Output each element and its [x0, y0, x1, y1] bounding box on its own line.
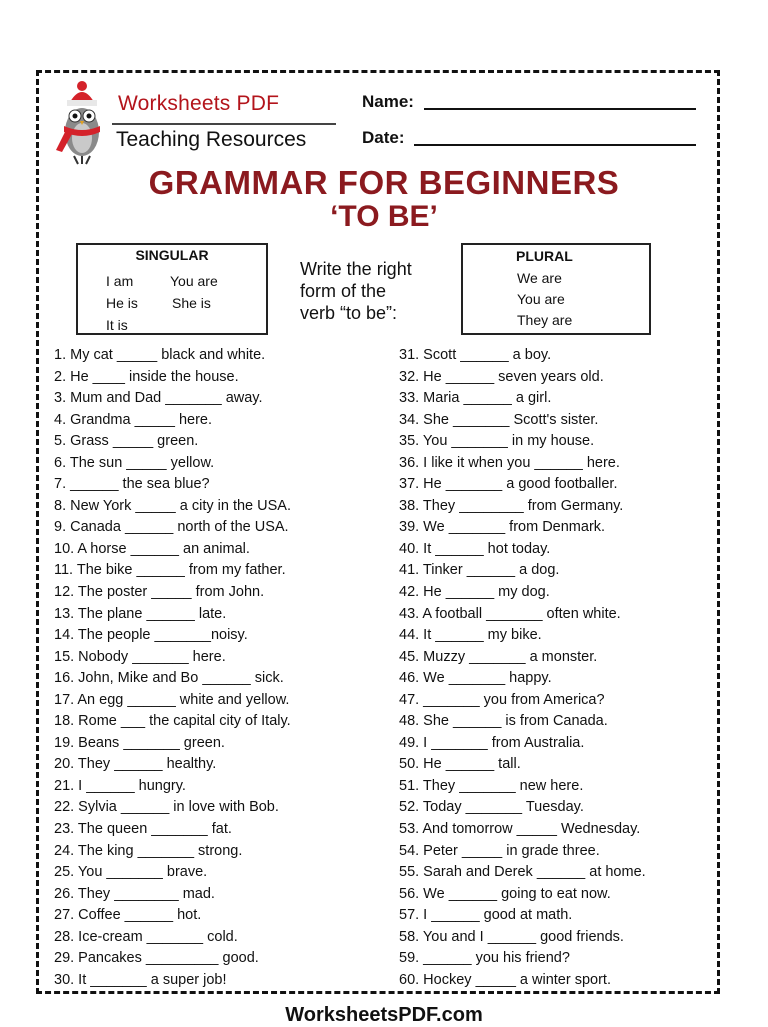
- worksheet-title: GRAMMAR FOR BEGINNERS: [148, 164, 620, 201]
- exercise-item: 39. We _______ from Denmark.: [399, 519, 606, 536]
- exercise-item: 31. Scott ______ a boy.: [399, 347, 552, 363]
- exercise-item: 38. They ________ from Germany.: [399, 497, 624, 514]
- instruction-line: Write the right: [300, 259, 412, 279]
- exercise-item: 10. A horse ______ an animal.: [54, 540, 250, 557]
- exercise-item: 14. The people _______noisy.: [54, 627, 248, 644]
- instruction-text: [300, 258, 450, 324]
- exercise-item: 7. ______ the sea blue?: [54, 476, 210, 493]
- plural-you-are: You are: [517, 291, 565, 307]
- exercise-item: 22. Sylvia ______ in love with Bob.: [54, 799, 279, 816]
- exercise-item: 2. He ____ inside the house.: [54, 368, 239, 385]
- exercise-column-left: [54, 345, 291, 991]
- exercise-item: 33. Maria ______ a girl.: [399, 390, 552, 407]
- instruction-line: verb “to be”:: [300, 303, 398, 323]
- brand-divider: [112, 123, 336, 125]
- exercise-item: 16. John, Mike and Bo ______ sick.: [54, 670, 284, 687]
- name-label: Name:: [362, 92, 414, 111]
- exercise-item: 37. He _______ a good footballer.: [399, 476, 618, 493]
- exercise-item: 5. Grass _____ green.: [54, 433, 199, 450]
- singular-heading: SINGULAR: [135, 247, 209, 263]
- singular-i-am: I am: [106, 273, 134, 289]
- exercise-item: 45. Muzzy _______ a monster.: [399, 648, 598, 665]
- exercise-item: 24. The king _______ strong.: [54, 842, 243, 859]
- date-label: Date:: [362, 128, 405, 147]
- date-line: [414, 144, 696, 146]
- exercise-item: 3. Mum and Dad _______ away.: [54, 390, 263, 407]
- name-line: [424, 108, 696, 110]
- exercise-item: 6. The sun _____ yellow.: [54, 454, 215, 471]
- exercise-item: 41. Tinker ______ a dog.: [399, 562, 560, 579]
- exercise-item: 44. It ______ my bike.: [399, 627, 542, 644]
- exercise-item: 8. New York _____ a city in the USA.: [54, 497, 291, 514]
- footer-website: WorksheetsPDF.com: [285, 1004, 483, 1026]
- singular-you-are: You are: [170, 273, 218, 289]
- exercise-item: 55. Sarah and Derek ______ at home.: [399, 864, 646, 881]
- exercise-item: 35. You _______ in my house.: [399, 433, 595, 450]
- exercise-item: 46. We _______ happy.: [399, 670, 552, 687]
- owl-logo-icon: [52, 80, 112, 166]
- exercise-item: 25. You _______ brave.: [54, 864, 208, 881]
- plural-heading: PLURAL: [516, 248, 573, 264]
- exercise-item: 9. Canada ______ north of the USA.: [54, 519, 289, 536]
- instruction-line: form of the: [300, 281, 387, 301]
- exercise-item: 40. It ______ hot today.: [399, 540, 551, 557]
- exercise-item: 30. It _______ a super job!: [54, 971, 227, 988]
- exercise-item: 53. And tomorrow _____ Wednesday.: [399, 821, 641, 838]
- exercise-item: 11. The bike ______ from my father.: [54, 562, 286, 579]
- exercise-item: 51. They _______ new here.: [399, 777, 584, 794]
- singular-she-is: She is: [172, 295, 211, 311]
- exercise-item: 57. I ______ good at math.: [399, 907, 573, 924]
- worksheet-subtitle: ‘TO BE’: [330, 200, 438, 233]
- plural-they-are: They are: [517, 312, 573, 328]
- exercise-item: 36. I like it when you ______ here.: [399, 454, 620, 471]
- exercise-item: 19. Beans _______ green.: [54, 734, 225, 751]
- exercise-column-right: [399, 345, 646, 991]
- exercise-item: 56. We ______ going to eat now.: [399, 885, 611, 902]
- exercise-item: 20. They ______ healthy.: [54, 756, 217, 773]
- exercise-item: 34. She _______ Scott's sister.: [399, 411, 599, 428]
- exercise-item: 60. Hockey _____ a winter sport.: [399, 971, 611, 988]
- exercise-item: 47. _______ you from America?: [399, 691, 605, 708]
- exercise-item: 12. The poster _____ from John.: [54, 584, 265, 601]
- exercise-item: 27. Coffee ______ hot.: [54, 907, 202, 924]
- plural-we-are: We are: [517, 270, 562, 286]
- exercise-item: 13. The plane ______ late.: [54, 605, 227, 622]
- brand-title: Worksheets PDF: [118, 92, 280, 115]
- exercise-item: 29. Pancakes _________ good.: [54, 950, 259, 967]
- exercise-item: 52. Today _______ Tuesday.: [399, 799, 584, 816]
- exercise-item: 49. I _______ from Australia.: [399, 734, 585, 751]
- exercise-item: 21. I ______ hungry.: [54, 777, 186, 794]
- exercise-item: 23. The queen _______ fat.: [54, 821, 232, 838]
- exercise-item: 4. Grandma _____ here.: [54, 411, 212, 428]
- exercise-item: 1. My cat _____ black and white.: [54, 347, 266, 363]
- exercise-item: 28. Ice-cream _______ cold.: [54, 928, 238, 945]
- brand-subtitle: Teaching Resources: [116, 128, 307, 151]
- exercise-item: 17. An egg ______ white and yellow.: [54, 691, 290, 708]
- exercise-item: 58. You and I ______ good friends.: [399, 928, 624, 945]
- exercise-item: 43. A football _______ often white.: [399, 605, 621, 622]
- singular-it-is: It is: [106, 317, 128, 333]
- singular-he-is: He is: [106, 295, 138, 311]
- exercise-item: 32. He ______ seven years old.: [399, 368, 604, 385]
- exercise-item: 48. She ______ is from Canada.: [399, 713, 608, 730]
- exercise-item: 54. Peter _____ in grade three.: [399, 842, 600, 859]
- exercise-item: 26. They ________ mad.: [54, 885, 215, 902]
- exercise-item: 50. He ______ tall.: [399, 756, 521, 773]
- exercise-item: 42. He ______ my dog.: [399, 584, 550, 601]
- exercise-item: 15. Nobody _______ here.: [54, 648, 226, 665]
- exercise-item: 59. ______ you his friend?: [399, 950, 570, 967]
- exercise-item: 18. Rome ___ the capital city of Italy.: [54, 713, 291, 730]
